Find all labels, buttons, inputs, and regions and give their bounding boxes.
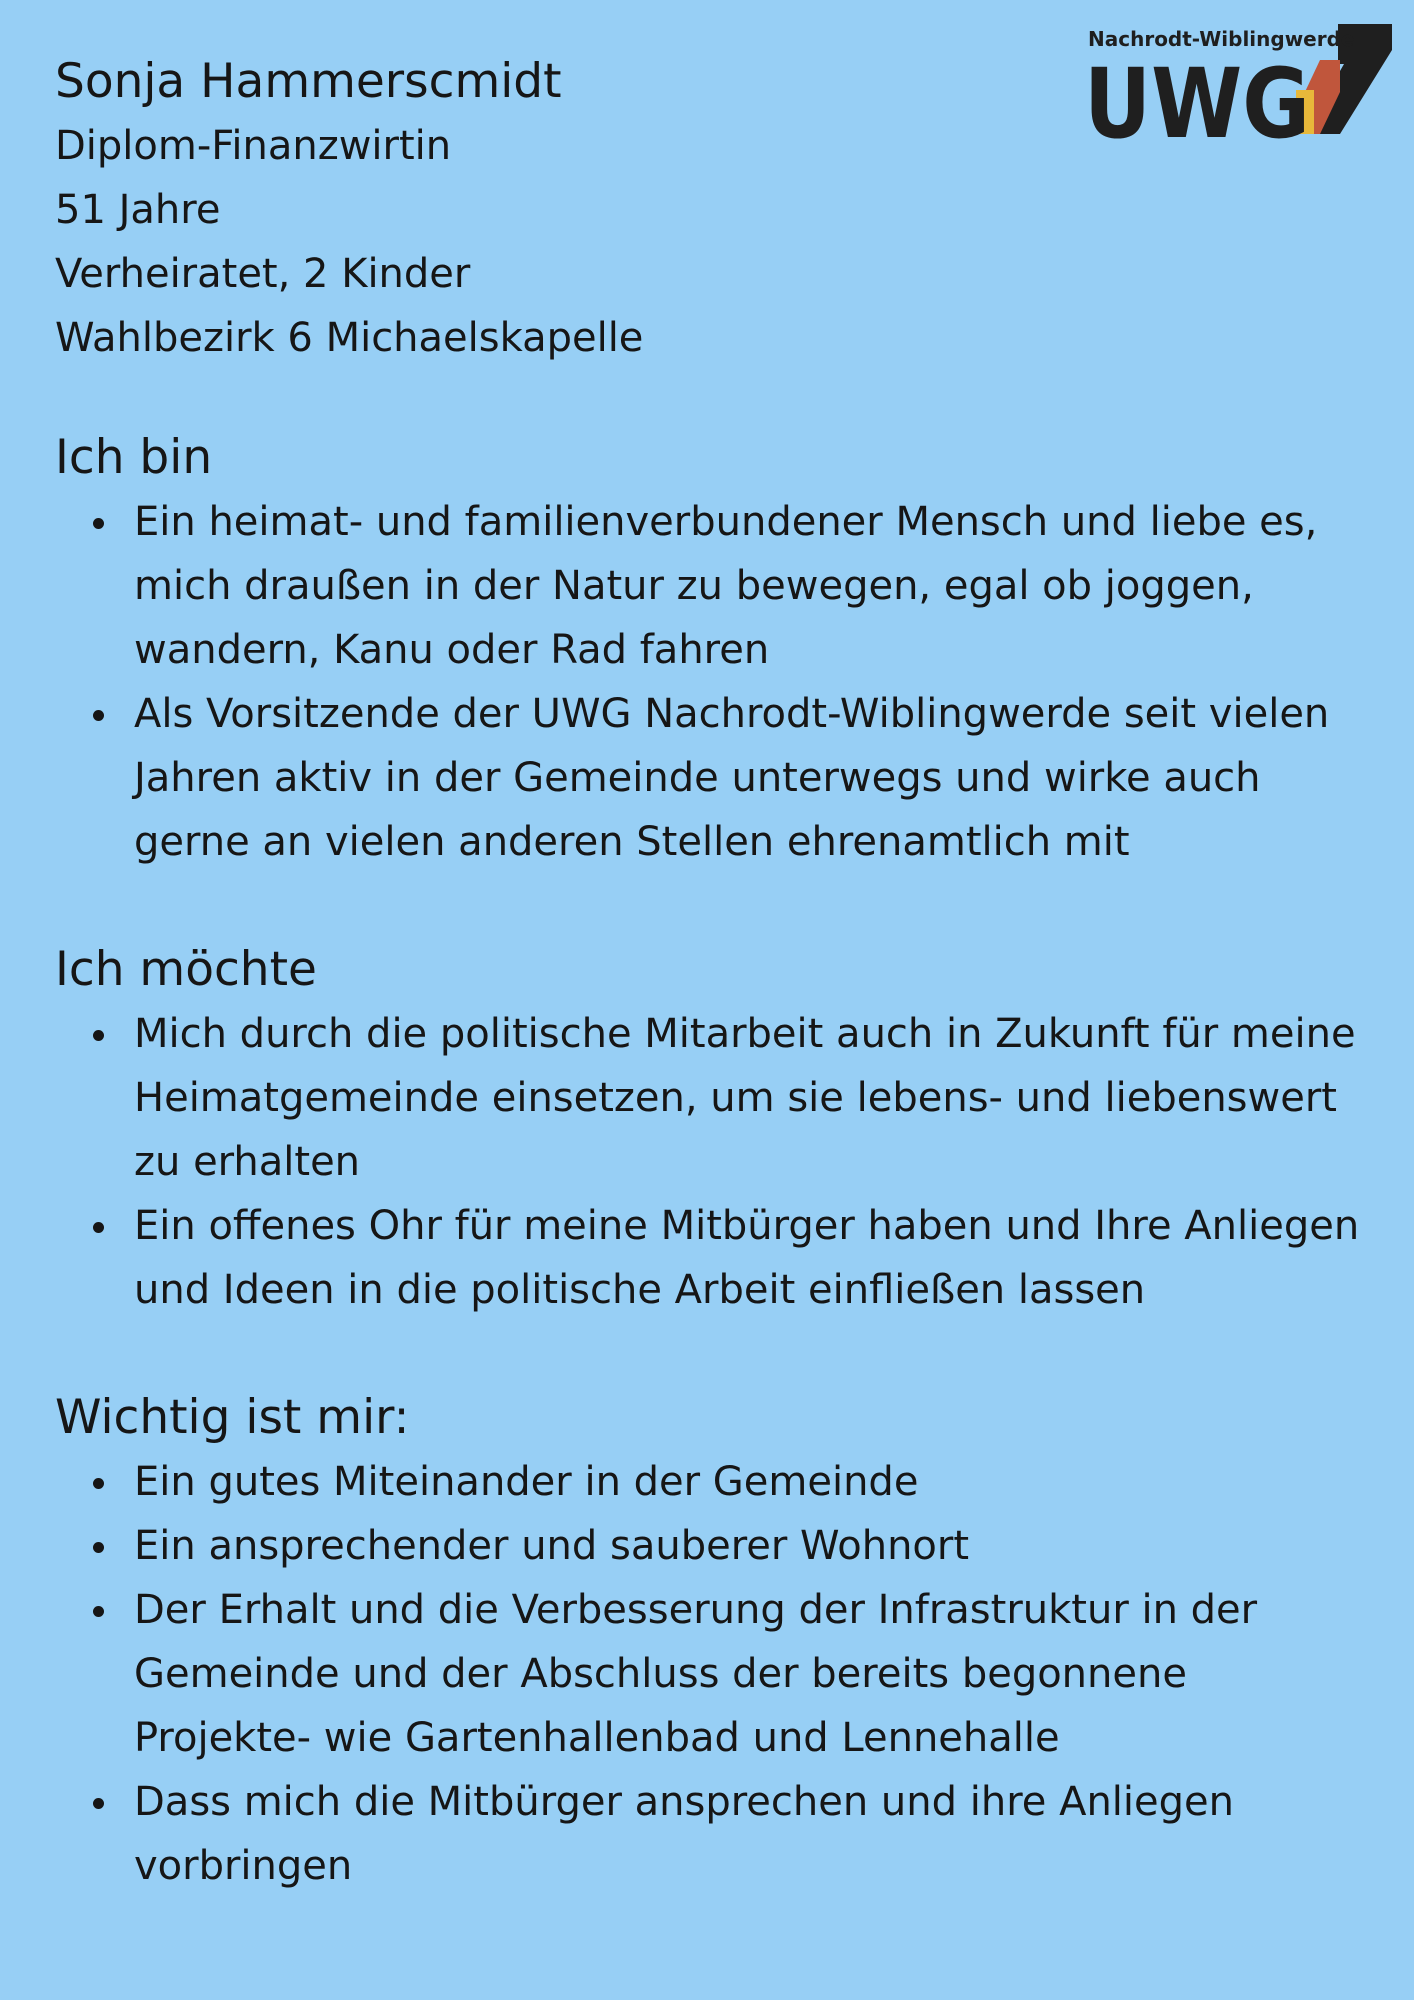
list-item: Der Erhalt und die Verbesserung der Infrastruktur in der Gemeinde und der Abschluss der bereits begonnene Projekte- wie Gartenhallenbad und Lennehalle [134,1578,1375,1770]
section-wichtig-ist-mir [55,1386,1375,1898]
profile-page [55,50,1375,1898]
list-item: Dass mich die Mitbürger ansprechen und ihre Anliegen vorbringen [134,1770,1375,1898]
profile-age: 51 Jahre [55,187,221,233]
profile-family: Verheiratet, 2 Kinder [55,251,471,297]
list-item: Ein gutes Miteinander in der Gemeinde [134,1450,1375,1514]
logo-top-text: Nachrodt-Wiblingwerde [1088,27,1355,51]
list-item: Mich durch die politische Mitarbeit auch in Zukunft für meine Heimatgemeinde einsetzen, um sie lebens- und liebenswert zu erhalten [134,1002,1375,1194]
section-ich-bin [55,426,1375,874]
bullet-list [55,1450,1375,1898]
section-title: Wichtig ist mir: [55,1390,410,1445]
list-item: Ein heimat- und familienverbundener Mensch und liebe es, mich draußen in der Natur zu bewegen, egal ob joggen, wandern, Kanu oder Rad fahren [134,490,1375,682]
list-item: Ein offenes Ohr für meine Mitbürger haben und Ihre Anliegen und Ideen in die politische Arbeit einfließen lassen [134,1194,1375,1322]
section-title: Ich möchte [55,942,317,997]
logo-main-text: UWG [1084,48,1310,146]
list-item: Als Vorsitzende der UWG Nachrodt-Wiblingwerde seit vielen Jahren aktiv in der Gemeinde unterwegs und wirke auch gerne an vielen anderen Stellen ehrenamtlich mit [134,682,1375,874]
profile-district: Wahlbezirk 6 Michaelskapelle [55,315,644,361]
profile-header [55,50,1375,370]
bullet-list [55,490,1375,874]
bullet-list [55,1002,1375,1322]
profile-occupation: Diplom-Finanzwirtin [55,123,452,169]
section-ich-moechte [55,938,1375,1322]
list-item: Ein ansprechender und sauberer Wohnort [134,1514,1375,1578]
section-title: Ich bin [55,430,213,485]
candidate-name: Sonja Hammerscmidt [55,54,562,109]
